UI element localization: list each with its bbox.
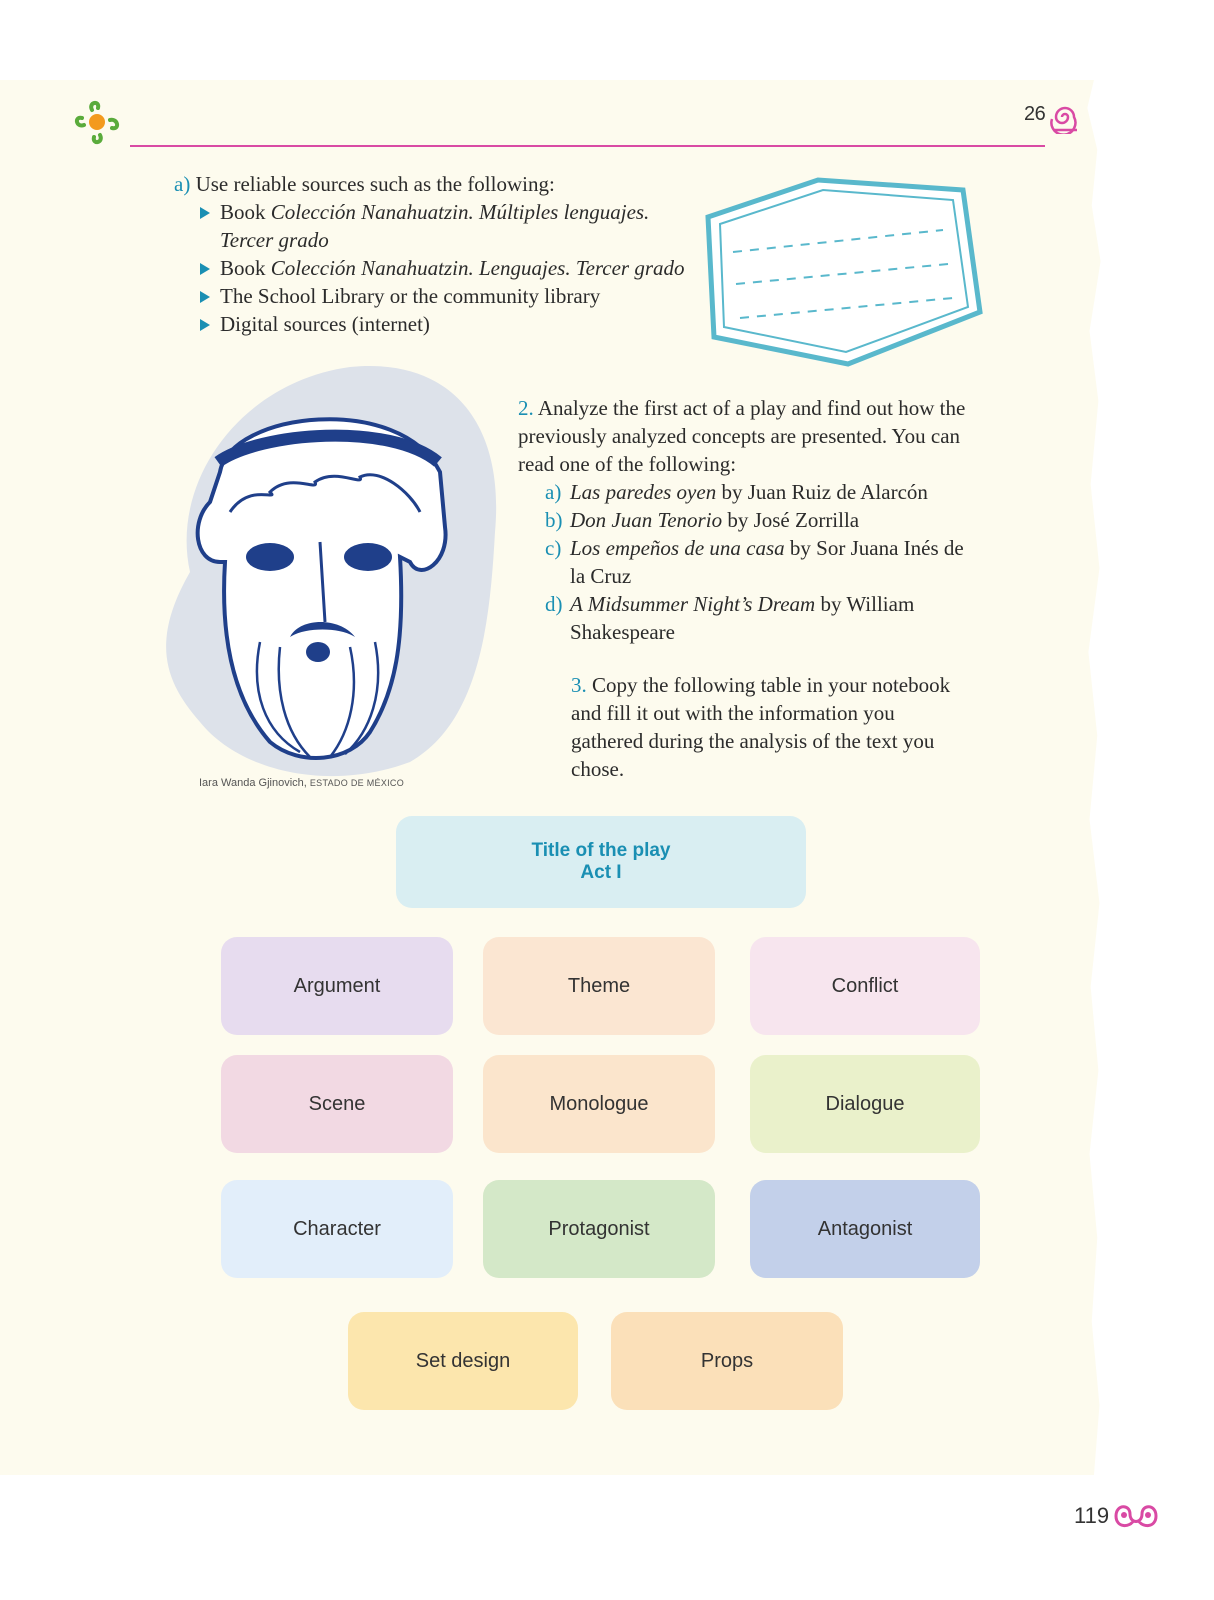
item-letter: a)	[174, 172, 191, 196]
table-cell-scene: Scene	[221, 1055, 453, 1153]
question-text: Copy the following table in your notebook and fill it out with the information you gathered during the analysis of the text you chose.	[571, 673, 951, 781]
list-item: Book Colección Nanahuatzin. Múltiples lenguajes. Tercer grado	[200, 198, 694, 254]
table-cell-character: Character	[221, 1180, 453, 1278]
notepad-decoration-icon	[698, 172, 988, 372]
table-cell-protagonist: Protagonist	[483, 1180, 715, 1278]
table-cell-dialogue: Dialogue	[750, 1055, 980, 1153]
list-item: Book Colección Nanahuatzin. Lenguajes. Tercer grado	[200, 254, 694, 282]
bullet-triangle-icon	[200, 291, 210, 303]
table-cell-set-design: Set design	[348, 1312, 578, 1410]
list-item: The School Library or the community library	[200, 282, 694, 310]
greek-theatre-mask-icon	[150, 362, 510, 782]
table-cell-conflict: Conflict	[750, 937, 980, 1035]
table-cell-monologue: Monologue	[483, 1055, 715, 1153]
question-3	[571, 671, 951, 783]
play-option: d) A Midsummer Night’s Dream by William Shakespeare	[545, 592, 915, 644]
top-page-reference: 26	[1024, 103, 1046, 125]
sources-lead: Use reliable sources such as the following:	[195, 172, 555, 196]
bullet-triangle-icon	[200, 263, 210, 275]
question-number: 3.	[571, 673, 587, 697]
page-number: 119	[1074, 1503, 1110, 1528]
table-title-box	[396, 816, 806, 908]
list-item: Digital sources (internet)	[200, 310, 694, 338]
table-cell-antagonist: Antagonist	[750, 1180, 980, 1278]
play-option: b) Don Juan Tenorio by José Zorrilla	[545, 508, 860, 532]
play-option: a) Las paredes oyen by Juan Ruiz de Alarcón	[545, 480, 928, 504]
bullet-triangle-icon	[200, 319, 210, 331]
table-cell-argument: Argument	[221, 937, 453, 1035]
table-subtitle: Act I	[580, 862, 622, 883]
question-number: 2.	[518, 396, 534, 420]
table-cell-theme: Theme	[483, 937, 715, 1035]
question-2	[518, 394, 978, 646]
pink-knot-glyph-icon	[1112, 1500, 1160, 1532]
table-title: Title of the play	[531, 840, 671, 861]
sources-list	[174, 170, 694, 338]
illustration-credit: Iara Wanda Gjinovich, ESTADO DE MÉXICO	[199, 777, 405, 789]
flower-logo-icon	[70, 98, 126, 150]
question-text: Analyze the first act of a play and find out how the previously analyzed concepts are presented. You can read one of the following:	[518, 396, 966, 476]
pink-spiral-glyph-icon	[1050, 100, 1080, 134]
table-cell-props: Props	[611, 1312, 843, 1410]
play-option: c) Los empeños de una casa by Sor Juana Inés de la Cruz	[545, 536, 964, 588]
header-rule	[130, 145, 1045, 147]
bullet-triangle-icon	[200, 207, 210, 219]
